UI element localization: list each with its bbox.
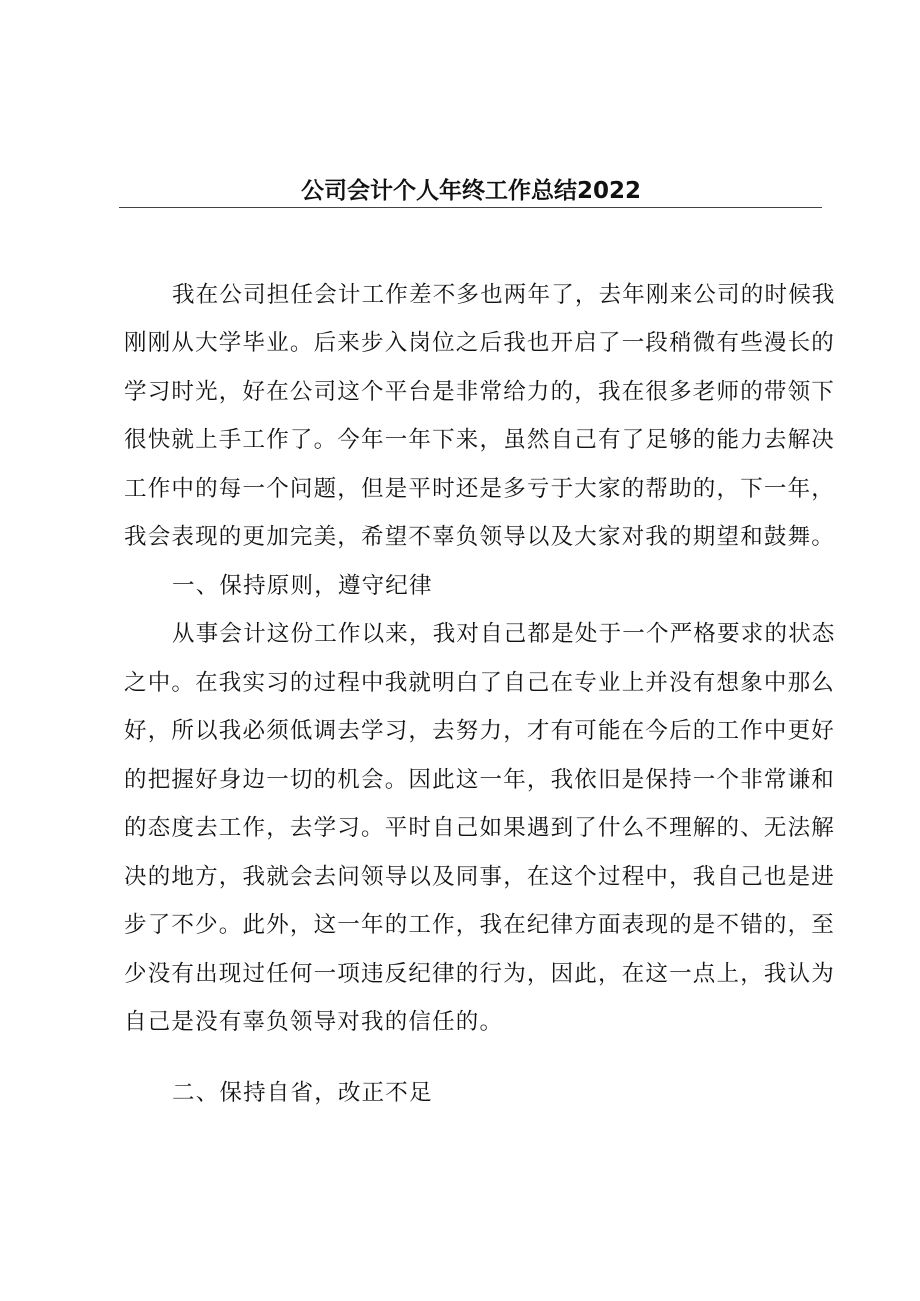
paragraph-line: 少没有出现过任何一项违反纪律的行为，因此，在这一点上，我认为	[124, 961, 836, 987]
paragraph-line: 学习时光，好在公司这个平台是非常给力的，我在很多老师的带领下	[124, 379, 836, 405]
paragraph-line: 我会表现的更加完美，希望不辜负领导以及大家对我的期望和鼓舞。	[124, 524, 836, 550]
title-underline	[119, 207, 822, 208]
paragraph-line: 工作中的每一个问题，但是平时还是多亏于大家的帮助的，下一年，	[124, 476, 836, 502]
paragraph-line: 之中。在我实习的过程中我就明白了自己在专业上并没有想象中那么	[124, 670, 836, 696]
paragraph-line: 自己是没有辜负领导对我的信任的。	[124, 1009, 504, 1035]
paragraph-line: 的把握好身边一切的机会。因此这一年，我依旧是保持一个非常谦和	[124, 767, 836, 793]
paragraph-line: 我在公司担任会计工作差不多也两年了，去年刚来公司的时候我	[172, 282, 836, 308]
paragraph-line: 从事会计这份工作以来，我对自己都是处于一个严格要求的状态	[172, 621, 836, 647]
paragraph-line: 好，所以我必须低调去学习，去努力，才有可能在今后的工作中更好	[124, 718, 836, 744]
section-heading: 一、保持原则，遵守纪律	[172, 573, 433, 599]
paragraph-line: 步了不少。此外，这一年的工作，我在纪律方面表现的是不错的，至	[124, 912, 836, 938]
paragraph-line: 很快就上手工作了。今年一年下来，虽然自己有了足够的能力去解决	[124, 427, 836, 453]
paragraph-line: 刚刚从大学毕业。后来步入岗位之后我也开启了一段稍微有些漫长的	[124, 330, 836, 356]
paragraph-line: 的态度去工作，去学习。平时自己如果遇到了什么不理解的、无法解	[124, 815, 836, 841]
section-heading: 二、保持自省，改正不足	[172, 1080, 433, 1106]
paragraph-line: 决的地方，我就会去问领导以及同事，在这个过程中，我自己也是进	[124, 864, 836, 890]
document-title: 公司会计个人年终工作总结2022	[300, 178, 641, 204]
